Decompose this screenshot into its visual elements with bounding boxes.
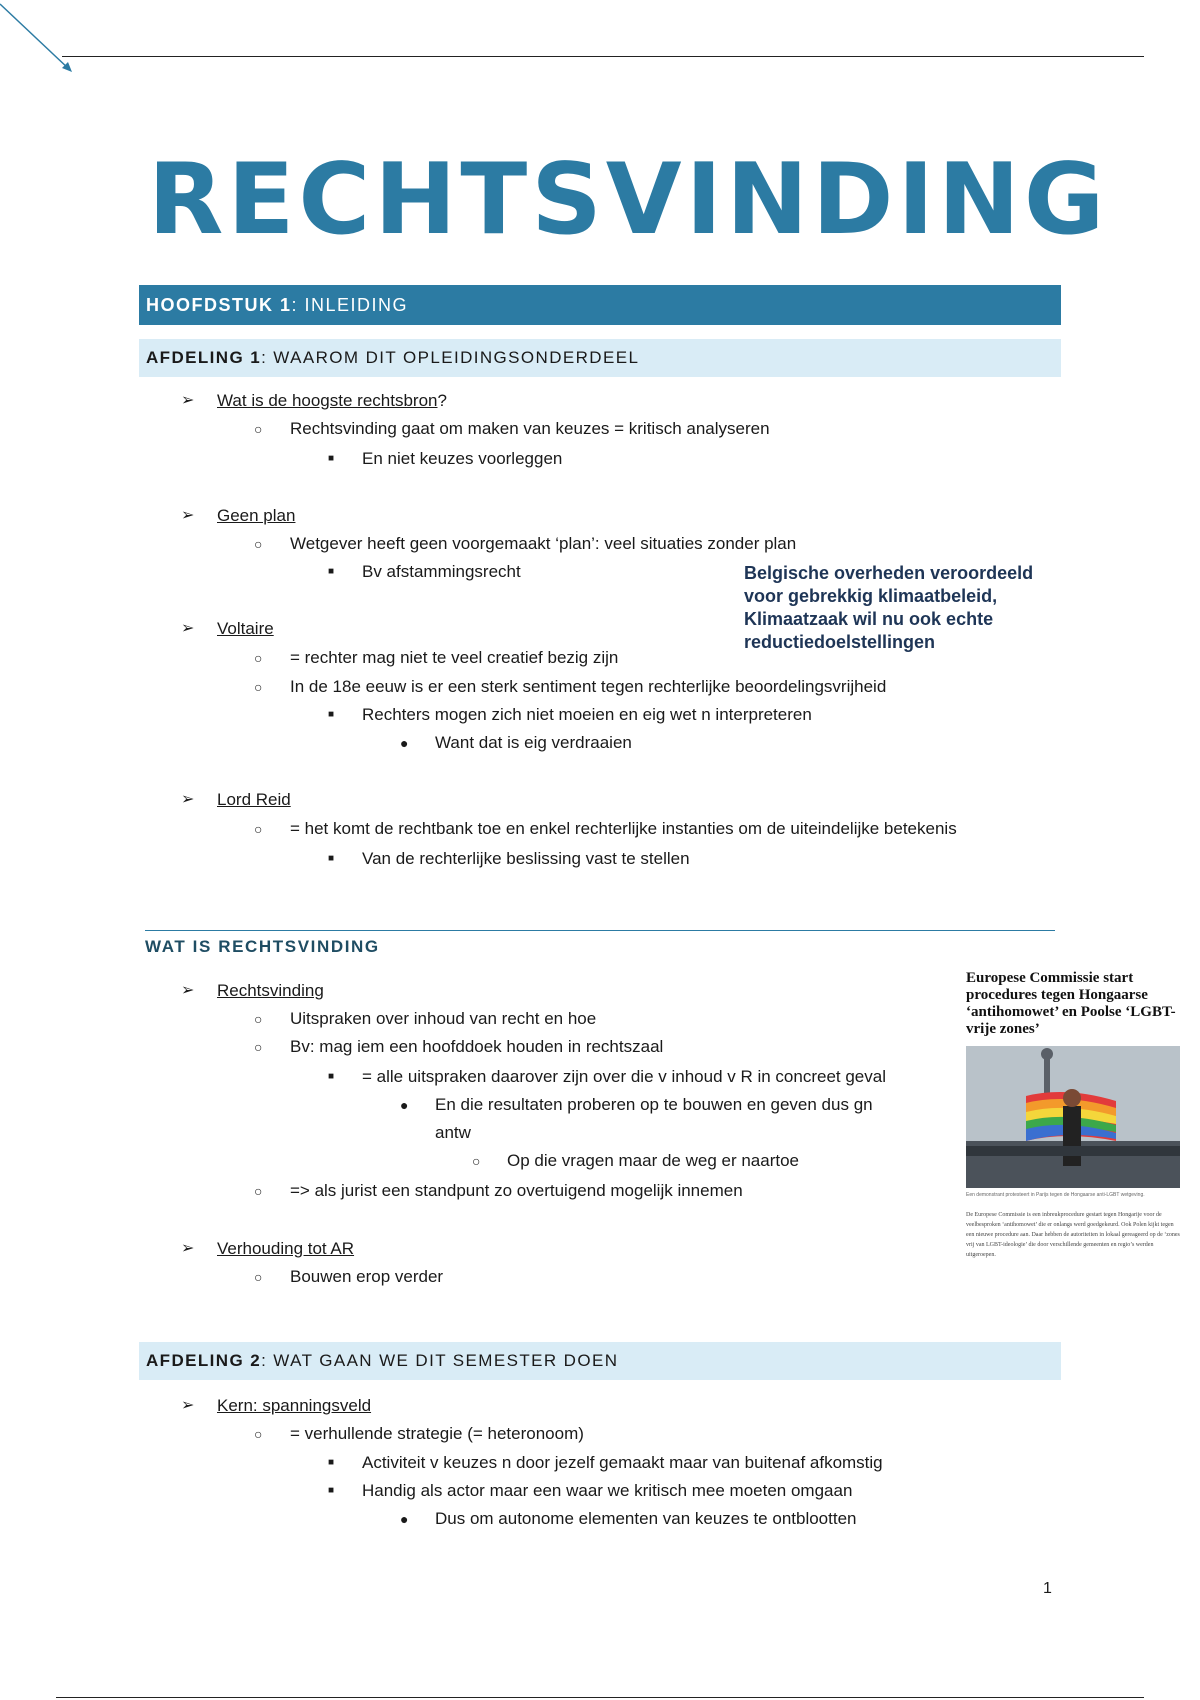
outline-topic xyxy=(217,390,447,412)
news-clipping-klimaatzaak: Belgische overheden veroordeeld voor gebrekkig klimaatbeleid, Klimaatzaak wil nu ook echte reductiedoelstellingen xyxy=(744,563,1034,652)
outline-topic xyxy=(217,1395,371,1417)
square-bullet-icon: ■ xyxy=(328,1457,335,1468)
outline-item: = alle uitspraken daarover zijn over die v inhoud v R in concreet geval xyxy=(362,1067,886,1086)
square-bullet-icon: ■ xyxy=(328,1485,335,1496)
page-number: 1 xyxy=(1043,1580,1052,1597)
outline-item: Rechtsvinding gaat om maken van keuzes = kritisch analyseren xyxy=(290,419,770,438)
section-2-title: : WAT GAAN WE DIT SEMESTER DOEN xyxy=(261,1351,619,1370)
chapter-number: HOOFDSTUK 1 xyxy=(146,295,292,315)
arrow-bullet-icon: ➢ xyxy=(181,791,195,808)
circle-bullet-icon: ○ xyxy=(254,1011,263,1027)
arrow-bullet-icon: ➢ xyxy=(181,620,195,637)
outline-item: = rechter mag niet te veel creatief bezig zijn xyxy=(290,648,619,667)
outline-item: Handig als actor maar een waar we kritisch mee moeten omgaan xyxy=(362,1481,853,1500)
circle-bullet-icon: ○ xyxy=(254,1039,263,1055)
arrow-bullet-icon: ➢ xyxy=(181,1240,195,1257)
circle-bullet-icon: ○ xyxy=(254,650,263,666)
clipping-photo xyxy=(966,1046,1180,1188)
circle-bullet-icon: ○ xyxy=(472,1153,481,1169)
section-1-title: : WAAROM DIT OPLEIDINGSONDERDEEL xyxy=(261,348,640,367)
outline-item: = verhullende strategie (= heteronoom) xyxy=(290,1424,584,1443)
circle-bullet-icon: ○ xyxy=(254,821,263,837)
outline-item: Rechters mogen zich niet moeien en eig wet n interpreteren xyxy=(362,705,812,724)
outline-topic xyxy=(217,980,324,1002)
outline-topic-suffix: ? xyxy=(437,391,447,410)
outline-item: In de 18e eeuw is er een sterk sentiment tegen rechterlijke beoordelingsvrijheid xyxy=(290,677,887,696)
section-2-heading xyxy=(139,1342,1061,1380)
outline-topic xyxy=(217,618,274,640)
arrow-bullet-icon: ➢ xyxy=(181,392,195,409)
subsection-rule xyxy=(145,930,1055,931)
clipping-body: De Europese Commissie is een inbreukprocedure gestart tegen Hongarije voor de veelbesproken ‘antihomowet’ die er onlangs werd goedgekeurd. Ook Polen kijkt tegen een nieuwe procedure aan. Daar hebben de autoriteiten in lokaal gereageerd op de ‘zones vrij van LGBT-ideologie’ die door verschillende gemeenten en regio’s werden uitgeroepen. xyxy=(966,1212,1180,1258)
protest-photo-illustration xyxy=(966,1046,1180,1188)
square-bullet-icon: ■ xyxy=(328,853,335,864)
circle-bullet-icon: ○ xyxy=(254,536,263,552)
outline-item: Wetgever heeft geen voorgemaakt ‘plan’: veel situaties zonder plan xyxy=(290,534,797,553)
outline-topic-label: Rechtsvinding xyxy=(217,981,324,1000)
square-bullet-icon: ■ xyxy=(328,566,335,577)
circle-bullet-icon: ○ xyxy=(254,1183,263,1199)
clipping-caption: Een demonstrant protesteert in Parijs tegen de Hongaarse anti-LGBT wetgeving. xyxy=(966,1192,1145,1198)
outline-topic-label: Geen plan xyxy=(217,506,296,525)
dot-bullet-icon: ● xyxy=(400,735,409,751)
header-rule xyxy=(62,56,1144,57)
outline-topic-label: Voltaire xyxy=(217,619,274,638)
outline-item: Van de rechterlijke beslissing vast te stellen xyxy=(362,849,690,868)
outline-topic-label: Lord Reid xyxy=(217,790,291,809)
footer-rule xyxy=(56,1697,1144,1698)
square-bullet-icon: ■ xyxy=(328,453,335,464)
outline-item: Bv afstammingsrecht xyxy=(362,562,521,581)
outline-item: En niet keuzes voorleggen xyxy=(362,449,563,468)
outline-topic-label: Wat is de hoogste rechtsbron xyxy=(217,391,438,410)
chapter-heading xyxy=(139,285,1061,325)
square-bullet-icon: ■ xyxy=(328,709,335,720)
outline-item: => als jurist een standpunt zo overtuigend mogelijk innemen xyxy=(290,1181,743,1200)
section-1-heading xyxy=(139,339,1061,377)
outline-topic xyxy=(217,789,291,811)
subsection-title: WAT IS RECHTSVINDING xyxy=(145,937,380,956)
outline-item: Bouwen erop verder xyxy=(290,1267,444,1286)
subsection-heading xyxy=(145,930,1055,957)
document-title: RECHTSVINDING xyxy=(148,143,1109,257)
arrow-bullet-icon: ➢ xyxy=(181,982,195,999)
outline-item: Want dat is eig verdraaien xyxy=(435,733,632,752)
outline-item: Dus om autonome elementen van keuzes te ontblootten xyxy=(435,1509,857,1528)
news-clipping-lgbt xyxy=(966,970,1182,1260)
outline-item: Activiteit v keuzes n door jezelf gemaakt maar van buitenaf afkomstig xyxy=(362,1453,883,1472)
circle-bullet-icon: ○ xyxy=(254,421,263,437)
outline-item: = het komt de rechtbank toe en enkel rechterlijke instanties om de uiteindelijke betekenis xyxy=(290,819,957,838)
circle-bullet-icon: ○ xyxy=(254,1269,263,1285)
outline-topic xyxy=(217,1238,354,1260)
dot-bullet-icon: ● xyxy=(400,1097,409,1113)
outline-topic xyxy=(217,505,295,527)
dot-bullet-icon: ● xyxy=(400,1511,409,1527)
arrow-bullet-icon: ➢ xyxy=(181,507,195,524)
arrow-bullet-icon: ➢ xyxy=(181,1397,195,1414)
clipping-headline: Europese Commissie start procedures tegen Hongaarse ‘antihomowet’ en Poolse ‘LGBT-vrije zones’ xyxy=(966,970,1176,1037)
outline-item: Uitspraken over inhoud van recht en hoe xyxy=(290,1009,597,1028)
outline-item: Bv: mag iem een hoofddoek houden in rechtszaal xyxy=(290,1037,664,1056)
square-bullet-icon: ■ xyxy=(328,1071,335,1082)
outline-topic-label: Verhouding tot AR xyxy=(217,1239,355,1258)
outline-item: En die resultaten proberen op te bouwen en geven dus gn xyxy=(435,1095,873,1114)
section-2-number: AFDELING 2 xyxy=(146,1351,262,1370)
outline-item: antw xyxy=(435,1123,471,1142)
section-1-number: AFDELING 1 xyxy=(146,348,262,367)
circle-bullet-icon: ○ xyxy=(254,1426,263,1442)
outline-topic-label: Kern: spanningsveld xyxy=(217,1396,372,1415)
chapter-title: : INLEIDING xyxy=(291,295,409,315)
corner-arrow-icon xyxy=(0,0,80,80)
circle-bullet-icon: ○ xyxy=(254,679,263,695)
outline-item: Op die vragen maar de weg er naartoe xyxy=(507,1151,800,1170)
